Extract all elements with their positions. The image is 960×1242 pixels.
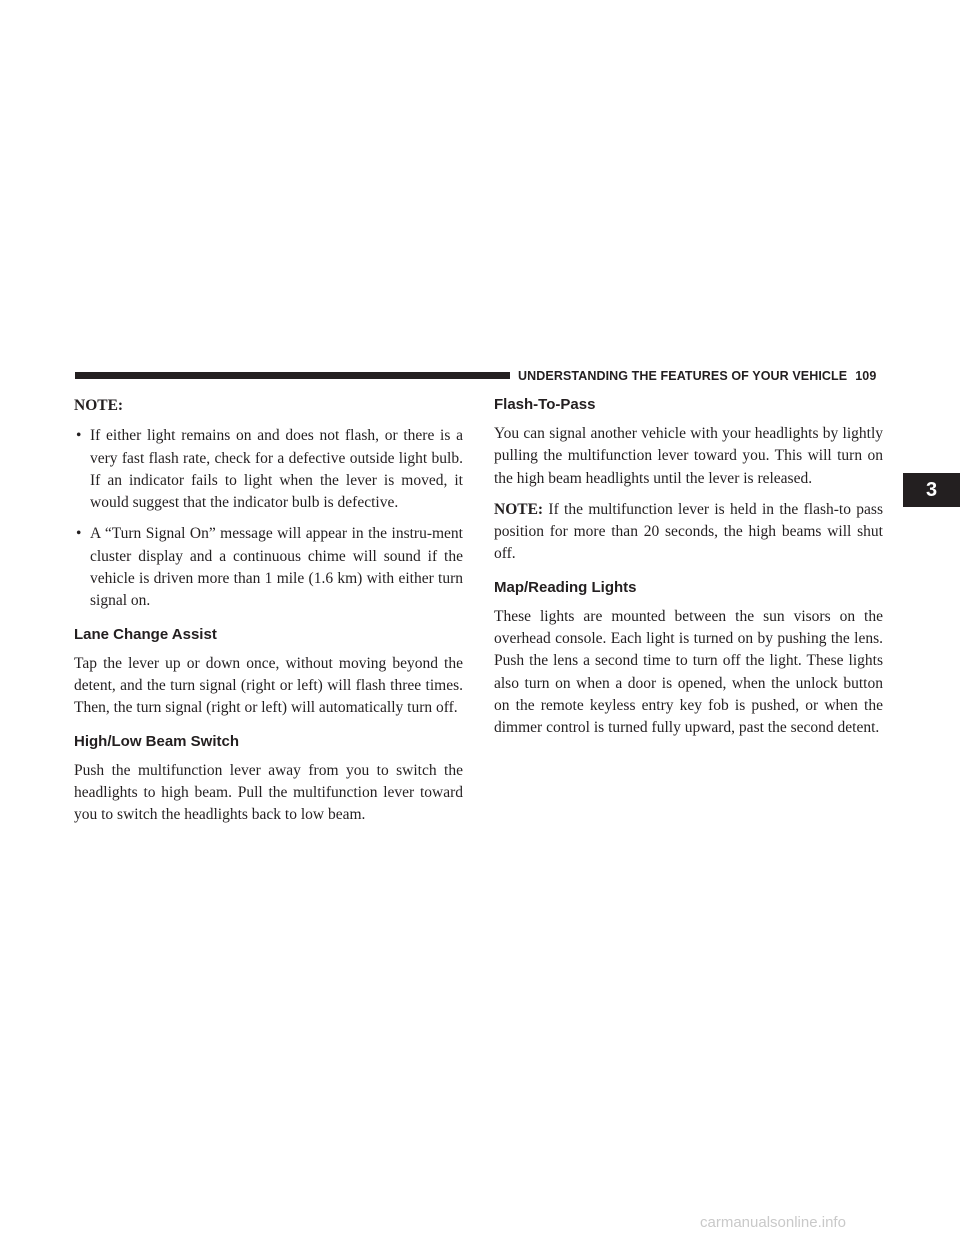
header-rule (75, 372, 510, 379)
note-label: NOTE: (494, 500, 544, 518)
section-body: You can signal another vehicle with your headlights by lightly pulling the multifunction lever toward you. This will turn on the high beam headlights until the lever is released. (494, 425, 883, 487)
section-heading: Map/Reading Lights (494, 578, 637, 596)
section-map-reading (494, 578, 883, 740)
section-high-low-beam (74, 732, 463, 827)
section-body: Push the multifunction lever away from you to switch the headlights to high beam. Pull the multifunction lever toward you to switch the headlights back to low beam. (74, 761, 463, 824)
right-column (494, 395, 883, 740)
section-heading: High/Low Beam Switch (74, 732, 240, 750)
section-heading: Flash-To-Pass (494, 396, 596, 413)
bullet-icon: • (76, 427, 82, 445)
left-column (74, 395, 463, 826)
note-text: If the multifunction lever is held in the flash-to pass position for more than 20 seconds, the high beams will shut off. (494, 500, 883, 563)
running-header (518, 368, 880, 384)
list-item (74, 523, 463, 612)
chapter-tab: 3 (903, 473, 960, 507)
section-heading: Lane Change Assist (74, 625, 217, 643)
bullet-text: A “Turn Signal On” message will appear in the instru-ment cluster display and a continuous chime will sound if the vehicle is driven more than 1 mile (1.6 km) with either turn signal on. (90, 525, 463, 610)
note-paragraph (494, 499, 883, 566)
note-bullet-list (74, 425, 463, 612)
section-title: UNDERSTANDING THE FEATURES OF YOUR VEHICLE (518, 369, 848, 383)
bullet-icon: • (76, 525, 82, 543)
bullet-text: If either light remains on and does not flash, or there is a very fast flash rate, check for a defective outside light bulb. If an indicator fails to light when the lever is moved, it would suggest that the indicator bulb is defective. (90, 427, 463, 512)
section-body: These lights are mounted between the sun visors on the overhead console. Each light is turned on by pushing the lens. Push the lens a second time to turn off the light. These lights also turn on when a door is opened, when the unlock button on the remote keyless entry key fob is pushed, or when the dimmer control is turned fully upward, past the second detent. (494, 607, 883, 737)
page-number: 109 (855, 369, 877, 383)
section-lane-change (74, 625, 463, 720)
section-flash-to-pass (494, 395, 883, 566)
note-label: NOTE: (74, 397, 124, 414)
list-item (74, 425, 463, 514)
watermark: carmanualsonline.info (700, 1214, 846, 1231)
section-body: Tap the lever up or down once, without moving beyond the detent, and the turn signal (right or left) will flash three times. Then, the turn signal (right or left) will automatically turn off. (74, 654, 463, 717)
